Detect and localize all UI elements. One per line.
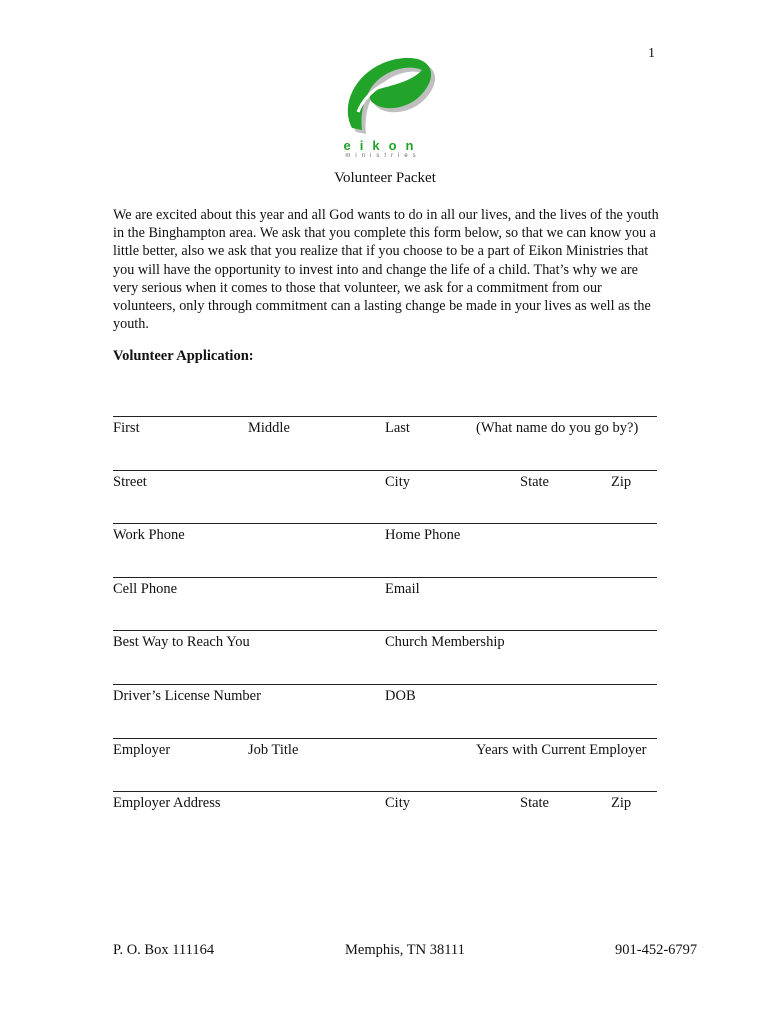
email-label: Email (385, 581, 420, 597)
intro-paragraph: We are excited about this year and all God wants to do in all our lives, and the lives of the youth in the Binghampton area. We ask that you complete this form below, so that we can know you a little better, also we ask that you realize that if you choose to be a part of Eikon Ministries that you will have the opportunity to invest into and change the life of a child. That’s why we are very serious when it comes to those that volunteer, we ask for a commitment from our volunteers, only through commitment can a lasting change be made in your lives as well as the youth. (113, 207, 659, 333)
best-way-label: Best Way to Reach You (113, 634, 250, 650)
church-membership-label: Church Membership (385, 634, 505, 650)
home-phone-label: Home Phone (385, 527, 461, 543)
zip-label: Zip (611, 474, 632, 490)
eikon-logo (328, 52, 438, 164)
page-number: 1 (648, 46, 655, 61)
drivers-license-label: Driver’s License Number (113, 688, 261, 704)
application-heading: Volunteer Application: (113, 348, 254, 364)
employer-address-label: Employer Address (113, 795, 221, 811)
dob-label: DOB (385, 688, 416, 704)
employer-zip-label: Zip (611, 795, 632, 811)
address-line[interactable] (113, 470, 657, 471)
employer-line[interactable] (113, 738, 657, 739)
contact-church-line[interactable] (113, 630, 657, 631)
footer-phone: 901-452-6797 (615, 942, 698, 958)
street-label: Street (113, 474, 147, 490)
packet-title: Volunteer Packet (334, 170, 436, 186)
fish-leaf-icon (328, 52, 438, 138)
last-name-label: Last (385, 420, 410, 436)
cell-email-line[interactable] (113, 577, 657, 578)
job-title-label: Job Title (248, 742, 299, 758)
name-line[interactable] (113, 416, 657, 417)
logo-tagline: ministries (345, 153, 421, 159)
middle-name-label: Middle (248, 420, 290, 436)
years-employer-label: Years with Current Employer (476, 742, 647, 758)
state-label: State (520, 474, 549, 490)
first-name-label: First (113, 420, 140, 436)
logo-wordmark: eikon (343, 138, 423, 153)
employer-label: Employer (113, 742, 171, 758)
license-dob-line[interactable] (113, 684, 657, 685)
city-label: City (385, 474, 410, 490)
work-phone-label: Work Phone (113, 527, 185, 543)
footer-po-box: P. O. Box 111164 (113, 942, 215, 958)
footer-city-state: Memphis, TN 38111 (345, 942, 465, 958)
employer-city-label: City (385, 795, 410, 811)
employer-state-label: State (520, 795, 549, 811)
cell-phone-label: Cell Phone (113, 581, 178, 597)
nickname-label: (What name do you go by?) (476, 420, 639, 436)
employer-address-line[interactable] (113, 791, 657, 792)
phone-line[interactable] (113, 523, 657, 524)
